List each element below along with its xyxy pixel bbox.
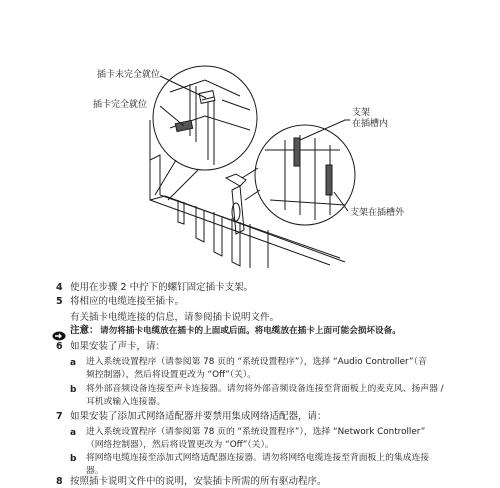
label-card-seated: 插卡完全就位: [93, 100, 148, 110]
step-number: 8: [56, 476, 63, 487]
substep-text: 进入系统设置程序（请参阅第 78 页的 “系统设置程序”），选择 “Network Controller”: [86, 427, 426, 437]
substep-marker: b: [70, 454, 77, 464]
notice-label: 注意：: [70, 325, 99, 336]
substep-text-cont: （网络控制器），然后将设置更改为 “Off”（关）。: [86, 440, 274, 450]
step-text: 按照插卡说明文件中的说明，安装插卡所需的所有驱动程序。: [70, 476, 327, 487]
substep-text-cont: 器。: [86, 466, 104, 476]
label-card-not-seated: 插卡未完全就位: [97, 70, 161, 80]
step-text: 如果安装了添加式网络适配器并要禁用集成网络适配器，请：: [70, 411, 327, 422]
substep-text-cont: 频控制器），然后将设置更改为 “Off”（关）。: [86, 370, 257, 380]
label-bracket-out-of-slot: 支架在插槽外: [350, 208, 405, 218]
label-bracket: 支架: [352, 108, 371, 118]
step-subtext: 有关插卡电缆连接的信息，请参阅插卡说明文件。: [70, 312, 280, 323]
notice-text: 请勿将插卡电缆放在插卡的上面或后面。将电缆放在插卡上面可能会损坏设备。: [100, 326, 401, 336]
substep-text: 进入系统设置程序（请参阅第 78 页的 “系统设置程序”），选择 “Audio Controller”（音: [86, 357, 427, 367]
step-text: 如果安装了声卡，请：: [70, 341, 166, 352]
substep-marker: a: [70, 358, 77, 368]
notice-icon: [52, 326, 66, 336]
substep-text: 将网络电缆连接至添加式网络适配器连接器。请勿将网络电缆连接至背面板上的集成连接: [86, 453, 430, 463]
step-number: 4: [56, 282, 63, 293]
substep-marker: a: [70, 428, 77, 438]
step-text: 将相应的电缆连接至插卡。: [70, 296, 185, 307]
substep-text: 将外部音频设备连接至声卡连接器。请勿将外部音频设备连接至背面板上的麦克风、扬声器 /: [86, 384, 444, 394]
step-number: 7: [56, 411, 63, 422]
substep-marker: b: [70, 385, 77, 395]
step-number: 5: [56, 296, 63, 307]
step-number: 6: [56, 341, 63, 352]
step-text: 使用在步骤 2 中拧下的螺钉固定插卡支架。: [70, 282, 254, 293]
label-bracket-in-slot: 在插槽内: [352, 119, 389, 129]
substep-text-cont: 耳机或输入连接器。: [86, 397, 166, 407]
